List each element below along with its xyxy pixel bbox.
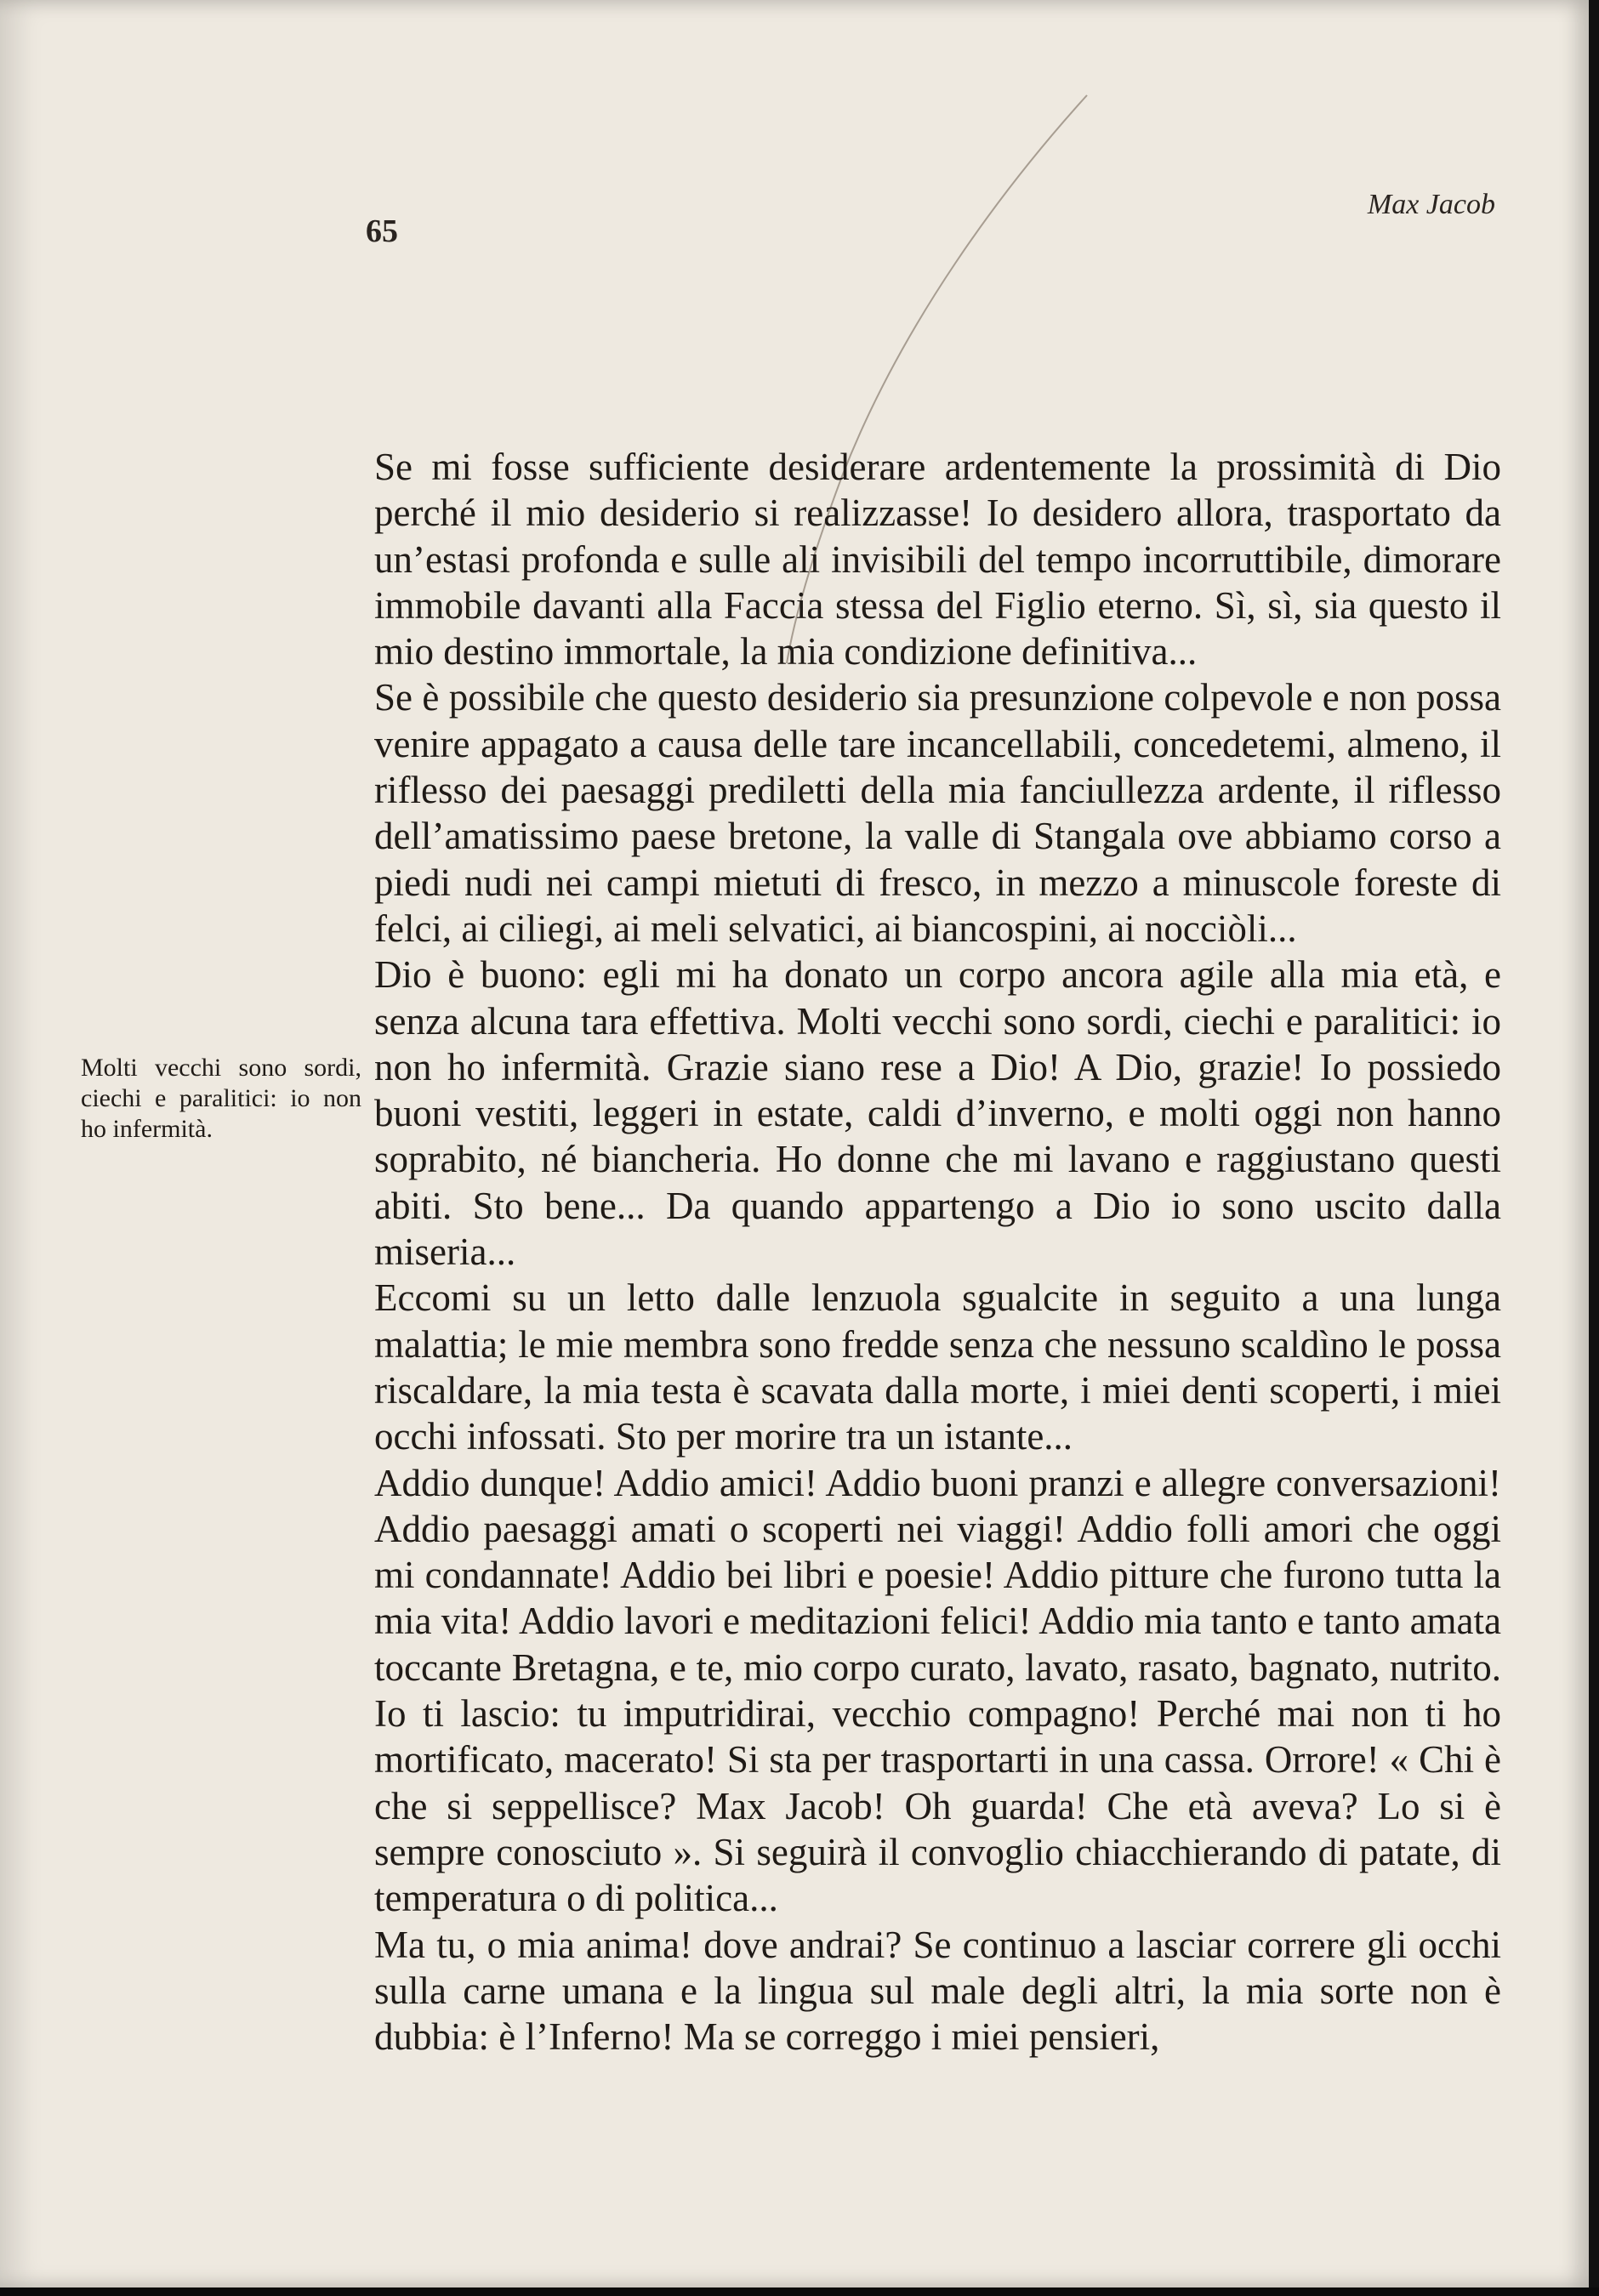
paragraph: Se mi fosse sufficiente desiderare ardentemente la prossimità di Dio perché il mio desiderio si realizzasse! Io desidero allora, trasportato da un’estasi profonda e sulle ali invisibili del tempo incorruttibile, dimorare immobile davanti alla Faccia stessa del Figlio eterno. Sì, sì, sia questo il mio destino immortale, la mia condizione definitiva... [374,446,1501,673]
page-number: 65 [366,213,398,249]
paragraph: Ma tu, o mia anima! dove andrai? Se continuo a lasciar correre gli occhi sulla carne umana e la lingua sul male degli altri, la mia sorte non è dubbia: è l’Inferno! Ma se correggo i miei pensieri, [374,1923,1501,2059]
paragraph: Dio è buono: egli mi ha donato un corpo ancora agile alla mia età, e senza alcuna tara effettiva. Molti vecchi sono sordi, ciechi e paralitici: io non ho infermità. Grazie siano rese a Dio! A Dio, grazie! Io possiedo buoni vestiti, leggeri in estate, caldi d’inverno, e molti oggi non hanno soprabito, né biancheria. Ho donne che mi lavano e raggiustano questi abiti. Sto bene... Da quando appartengo a Dio io sono uscito dalla miseria... [374,953,1501,1274]
paragraph: Eccomi su un letto dalle lenzuola sgualcite in seguito a una lunga malattia; le mie membra sono fredde senza che nessuno scaldìno le possa riscaldare, la mia testa è scavata dalla morte, i miei denti scoperti, i miei occhi infossati. Sto per morire tra un istante... [374,1276,1501,1458]
show-through-text: ⠀ [66,1371,94,1412]
paragraph: Addio dunque! Addio amici! Addio buoni pranzi e allegre conversazioni! Addio paesaggi amati o scoperti nei viaggi! Addio folli amori che oggi mi condannate! Addio bei libri e poesie! Addio pitture che furono tutta la mia vita! Addio lavori e meditazioni felici! Addio mia tanto e tanto amata toccante Bretagna, e te, mio corpo curato, lavato, rasato, bagnato, nutrito. Io ti lascio: tu imputridirai, vecchio compagno! Perché mai non ti ho mortificato, macerato! Si sta per trasportarti in una cassa. Orrore! « Chi è che si seppellisce? Max Jacob! Oh guarda! Che età aveva? Lo si è sempre conosciuto ». Si seguirà il convoglio chiacchierando di patate, di temperatura o di politica... [374,1461,1501,1920]
page-edge-bottom [0,2287,1599,2296]
running-head: Max Jacob [1367,189,1495,220]
body-text [374,444,1501,2060]
show-through-note: ⠀ [334,545,349,566]
paragraph: Se è possibile che questo desiderio sia presunzione colpevole e non possa venire appagato a causa delle tare incancellabili, concedetemi, almeno, il riflesso dei paesaggi prediletti della mia fanciullezza ardente, il riflesso dell’amatissimo paese bretone, la valle di Stangala ove abbiamo corso a piedi nudi nei campi mietuti di fresco, in mezzo a minuscole foreste di felci, ai ciliegi, ai meli selvatici, ai biancospini, ai nocciòli... [374,676,1501,950]
margin-note: Molti vecchi sono sordi, ciechi e paralitici: io non ho infermità. [81,1054,361,1143]
page-edge-right [1589,0,1599,2296]
